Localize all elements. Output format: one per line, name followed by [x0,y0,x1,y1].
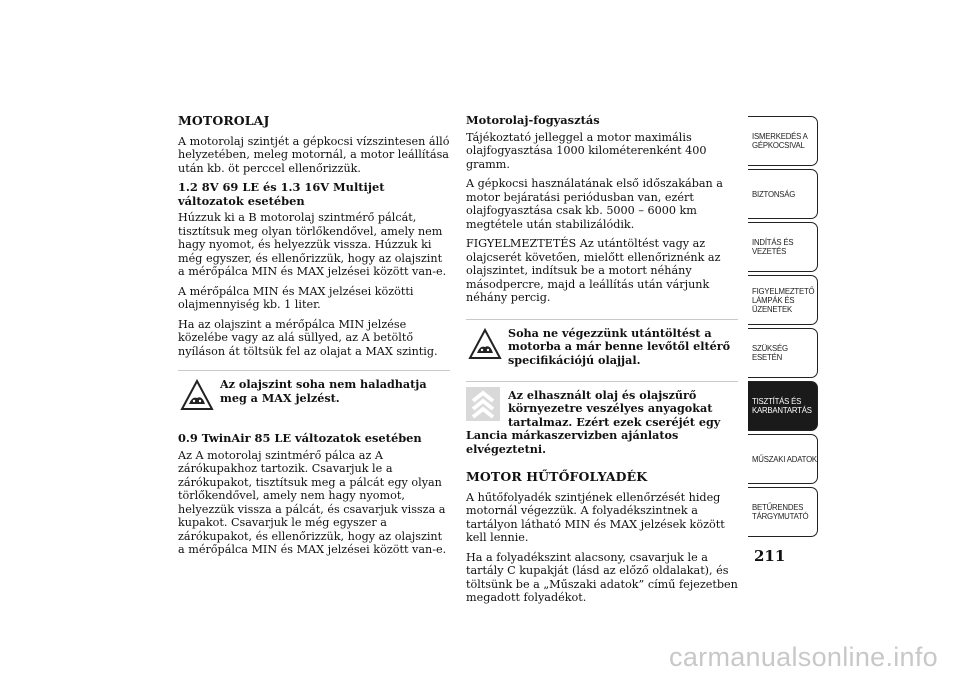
paragraph: A gépkocsi használatának első időszakában a motor bejáratási periódusban van, ezért olajfogyasztása csak kb. 5000 – 6000 km megtétele után stabilizálódik. [466,177,723,231]
chapter-tab-label: MŰSZAKI ADATOK [752,454,817,464]
chapter-tab-label: TISZTÍTÁS ÉS KARBANTARTÁS [752,397,812,415]
chapter-tab[interactable] [748,169,818,219]
watermark: carmanualsonline.info [669,642,938,672]
chapter-tab[interactable] [748,487,818,537]
chapter-tab-label: BETŰRENDES TÁRGYMUTATÓ [752,503,809,521]
chapter-tab[interactable] [748,275,818,325]
paragraph: Az A motorolaj szintmérő pálca az A zárókupakhoz tartozik. Csavarjuk le a zárókupakot, tisztítsuk meg a pálcát egy olyan törlőkendővel, amely nem hagy nyomot, helyezzük vissza a pálcát, és csavarjuk vissza a kupakot. Csavarjuk le még egyszer a zárókupakot, és ellenőrizzük, hogy az olajszint a mérőpálca MIN és MAX jelzései között van-e. [178,448,447,556]
chapter-tab-label: SZÜKSÉG ESETÉN [752,344,788,362]
recycle-chevron-icon [466,387,500,421]
warning-box [466,319,738,369]
subheading: Motorolaj-fogyasztás [466,113,600,127]
paragraph: Tájékoztató jelleggel a motor maximális olajfogyasztása 1000 kilométerenként 400 gramm. [466,130,707,171]
chapter-tab[interactable] [748,328,818,378]
chapter-tab-label: BIZTONSÁG [752,189,796,199]
paragraph: A motorolaj szintjét a gépkocsi vízszintesen álló helyzetében, meleg motornál, a motor leállítása után kb. öt perccel ellenőrizzük. [178,134,450,175]
paragraph: A hűtőfolyadék szintjének ellenőrzését hideg motornál végezzük. A folyadékszintnek a tartályon látható MIN és MAX jelzések között kell lennie. [466,490,725,544]
chapter-tab-label: ISMERKEDÉS A GÉPKOCSIVAL [752,132,808,150]
chapter-tab[interactable] [748,222,818,272]
chapter-tab-label: FIGYELMEZTETŐ LÁMPÁK ÉS ÜZENETEK [752,286,815,314]
warning-text: Az olajszint soha nem haladhatja meg a MAX jelzést. [220,377,427,405]
chapter-tab-active[interactable] [748,381,818,431]
paragraph: FIGYELMEZTETÉS Az utántöltést vagy az olajcserét követően, mielőtt ellenőriznénk az olajszintet, indítsuk be a motort néhány másodpercre, majd a leállítás után várjunk néhány percig. [466,237,721,304]
chapter-tab-label: INDÍTÁS ÉS VEZETÉS [752,238,794,256]
paragraph: Ha az olajszint a mérőpálca MIN jelzése közelébe vagy az alá süllyed, az A betöltő nyíláson át töltsük fel az olajat a MAX szintig. [178,317,438,358]
paragraph: Ha a folyadékszint alacsony, csavarjuk le a tartály C kupakját (lásd az előző oldalakat), és töltsünk be a „Műszaki adatok” című fejezetben megadott folyadékot. [466,550,738,604]
paragraph: Húzzuk ki a B motorolaj szintmérő pálcát, tisztítsuk meg olyan törlőkendővel, amely nem hagy nyomot, és helyezzük vissza. Húzzuk ki még egyszer, és ellenőrizzük, hogy az olajszint a mérőpálca MIN és MAX jelzései között van-e. [178,211,447,278]
warning-text: Soha ne végezzünk utántöltést a motorba a már benne levőtől eltérő specifikációjú olajjal. [508,325,731,367]
subheading: 1.2 8V 69 LE és 1.3 16V Multijet változatok esetében [178,180,385,208]
chapter-tab[interactable] [748,434,818,484]
warning-triangle-icon [468,327,502,361]
right-column [466,114,738,611]
section-heading-coolant: MOTOR HŰTŐFOLYADÉK [466,469,648,484]
chapter-tab[interactable] [748,116,818,166]
warning-triangle-icon [180,378,214,412]
left-column [178,114,450,563]
info-text: Az elhasznált olaj és olajszűrő környezetre veszélyes anyagokat tartalmaz. Ezért ezek cseréjét egy Lancia márkaszervizben ajánlatos elvégeztetni. [466,387,721,456]
subheading: 0.9 TwinAir 85 LE változatok esetében [178,431,422,445]
section-heading-motor-oil: MOTOROLAJ [178,113,270,128]
chapter-tabs [748,116,818,540]
paragraph: A mérőpálca MIN és MAX jelzései közötti olajmennyiség kb. 1 liter. [178,284,414,311]
environment-info-box [466,381,738,457]
page-number: 211 [754,547,786,565]
warning-box [178,370,450,420]
